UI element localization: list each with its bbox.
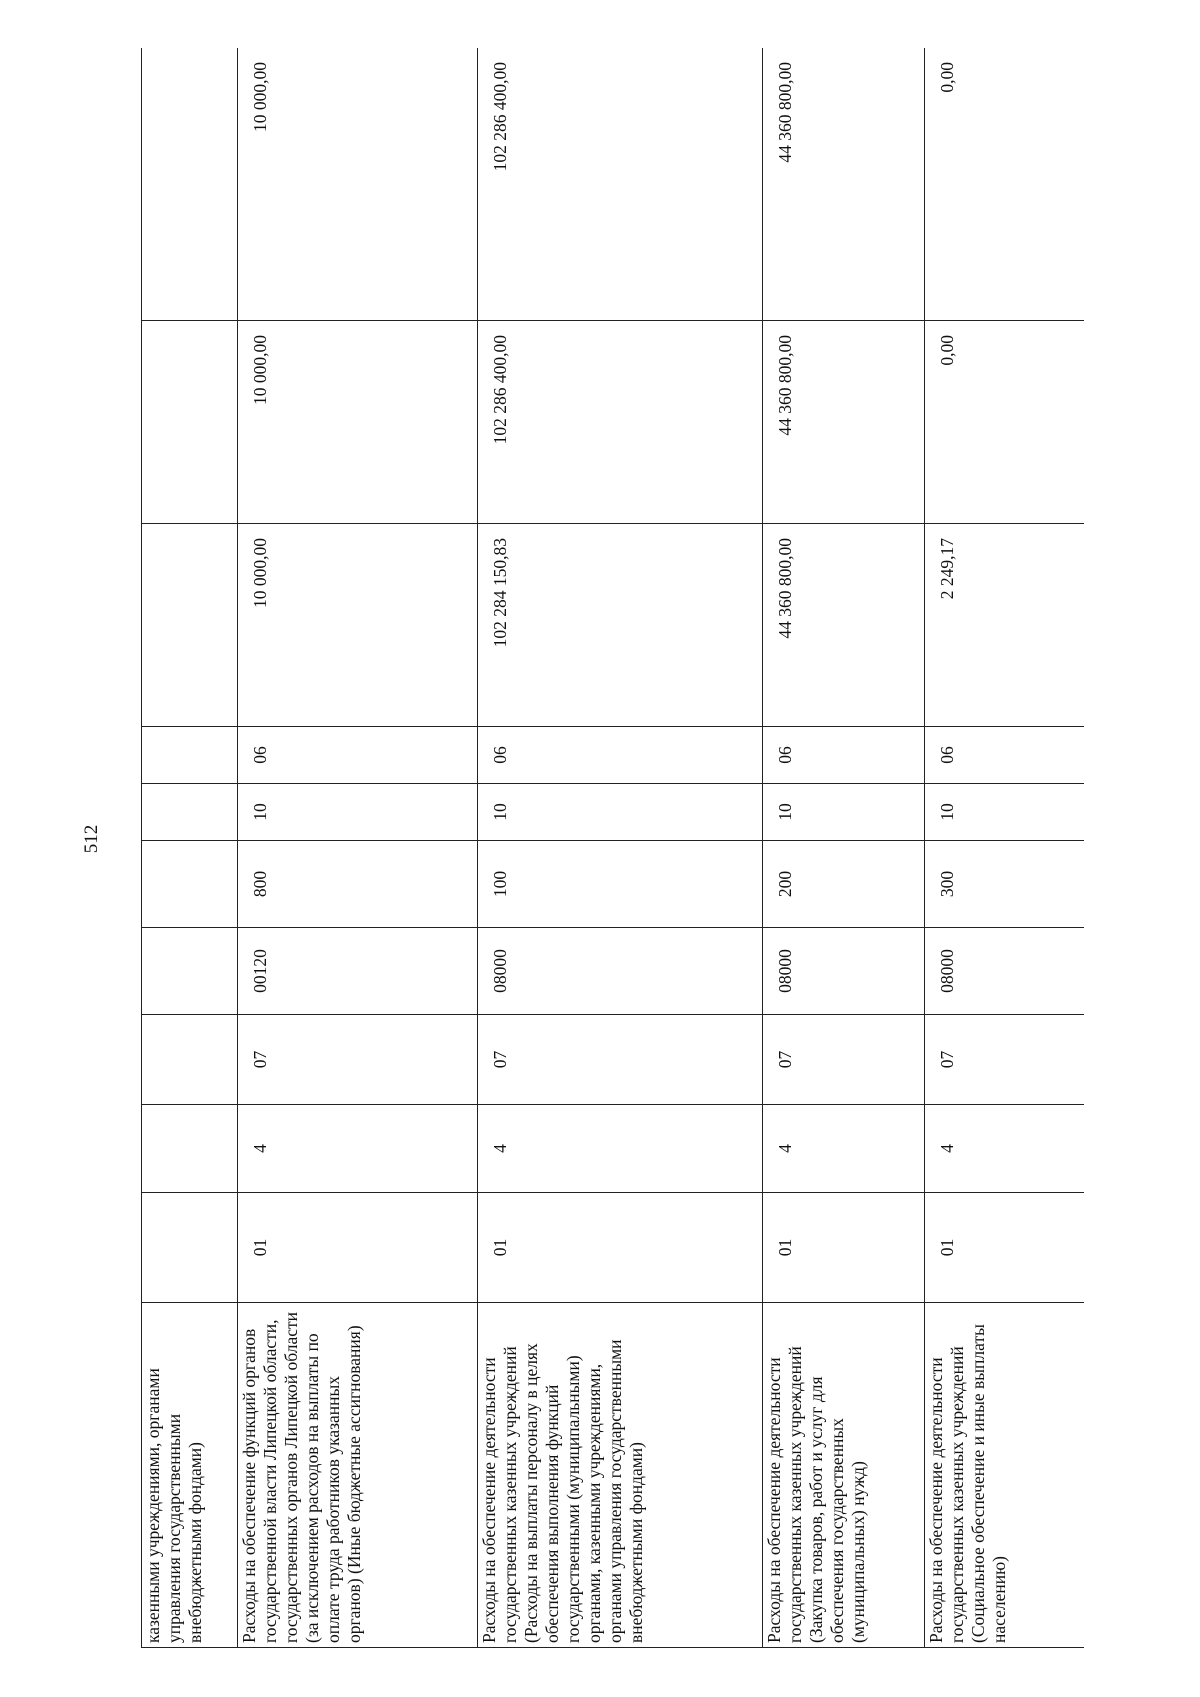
code-cell: 01 xyxy=(925,1193,1085,1303)
amount-cell: 44 360 800,00 xyxy=(763,321,925,524)
code-cell xyxy=(142,784,238,841)
code-cell: 08000 xyxy=(478,928,763,1015)
row-description: Расходы на обеспечение деятельности государственных казенных учреждений (Закупка товаров, работ и услуг для обеспечения государственных (муниципальных) нужд) xyxy=(763,1303,925,1648)
code-cell: 07 xyxy=(238,1015,478,1105)
code-cell: 00120 xyxy=(238,928,478,1015)
code-cell xyxy=(142,1193,238,1303)
code-cell: 06 xyxy=(478,727,763,784)
amount-cell: 10 000,00 xyxy=(238,48,478,321)
code-cell xyxy=(142,1015,238,1105)
code-cell xyxy=(142,928,238,1015)
code-cell xyxy=(142,727,238,784)
table-row xyxy=(142,48,238,1648)
table-row xyxy=(763,48,925,1648)
code-cell: 10 xyxy=(925,784,1085,841)
table-row xyxy=(478,48,763,1648)
budget-table xyxy=(141,48,1084,1648)
code-cell: 4 xyxy=(238,1105,478,1193)
code-cell: 01 xyxy=(238,1193,478,1303)
code-cell: 100 xyxy=(478,841,763,928)
code-cell: 01 xyxy=(763,1193,925,1303)
amount-cell: 102 284 150,83 xyxy=(478,524,763,727)
row-description: Расходы на обеспечение функций органов государственной власти Липецкой области, государственных органов Липецкой области (за исключением расходов на выплаты по оплате труда работников указанных органов) (Иные бюджетные ассигнования) xyxy=(238,1303,478,1648)
row-description: Расходы на обеспечение деятельности государственных казенных учреждений (Расходы на выплаты персоналу в целях обеспечения выполнения функций государственными (муниципальными) органами, казенными учреждениями, органами управления государственными внебюджетными фондами) xyxy=(478,1303,763,1648)
code-cell: 300 xyxy=(925,841,1085,928)
amount-cell: 102 286 400,00 xyxy=(478,321,763,524)
code-cell: 08000 xyxy=(925,928,1085,1015)
amount-cell xyxy=(142,524,238,727)
code-cell: 200 xyxy=(763,841,925,928)
page-number: 512 xyxy=(81,824,102,854)
row-description: казенными учреждениями, органами управления государственными внебюджетными фондами) xyxy=(142,1303,238,1648)
amount-cell: 44 360 800,00 xyxy=(763,48,925,321)
code-cell xyxy=(142,841,238,928)
code-cell: 800 xyxy=(238,841,478,928)
code-cell xyxy=(142,1105,238,1193)
amount-cell: 2 249,17 xyxy=(925,524,1085,727)
code-cell: 06 xyxy=(238,727,478,784)
code-cell: 10 xyxy=(478,784,763,841)
amount-cell: 44 360 800,00 xyxy=(763,524,925,727)
table-row xyxy=(925,48,1085,1648)
amount-cell xyxy=(142,321,238,524)
code-cell: 10 xyxy=(763,784,925,841)
code-cell: 10 xyxy=(238,784,478,841)
code-cell: 4 xyxy=(478,1105,763,1193)
code-cell: 08000 xyxy=(763,928,925,1015)
table-row xyxy=(238,48,478,1648)
code-cell: 06 xyxy=(763,727,925,784)
amount-cell: 10 000,00 xyxy=(238,321,478,524)
row-description: Расходы на обеспечение деятельности государственных казенных учреждений (Социальное обеспечение и иные выплаты населению) xyxy=(925,1303,1085,1648)
code-cell: 07 xyxy=(925,1015,1085,1105)
code-cell: 07 xyxy=(478,1015,763,1105)
code-cell: 4 xyxy=(763,1105,925,1193)
amount-cell: 0,00 xyxy=(925,321,1085,524)
amount-cell xyxy=(142,48,238,321)
amount-cell: 102 286 400,00 xyxy=(478,48,763,321)
code-cell: 4 xyxy=(925,1105,1085,1193)
code-cell: 06 xyxy=(925,727,1085,784)
code-cell: 07 xyxy=(763,1015,925,1105)
amount-cell: 10 000,00 xyxy=(238,524,478,727)
table-frame xyxy=(141,48,1084,1648)
amount-cell: 0,00 xyxy=(925,48,1085,321)
code-cell: 01 xyxy=(478,1193,763,1303)
